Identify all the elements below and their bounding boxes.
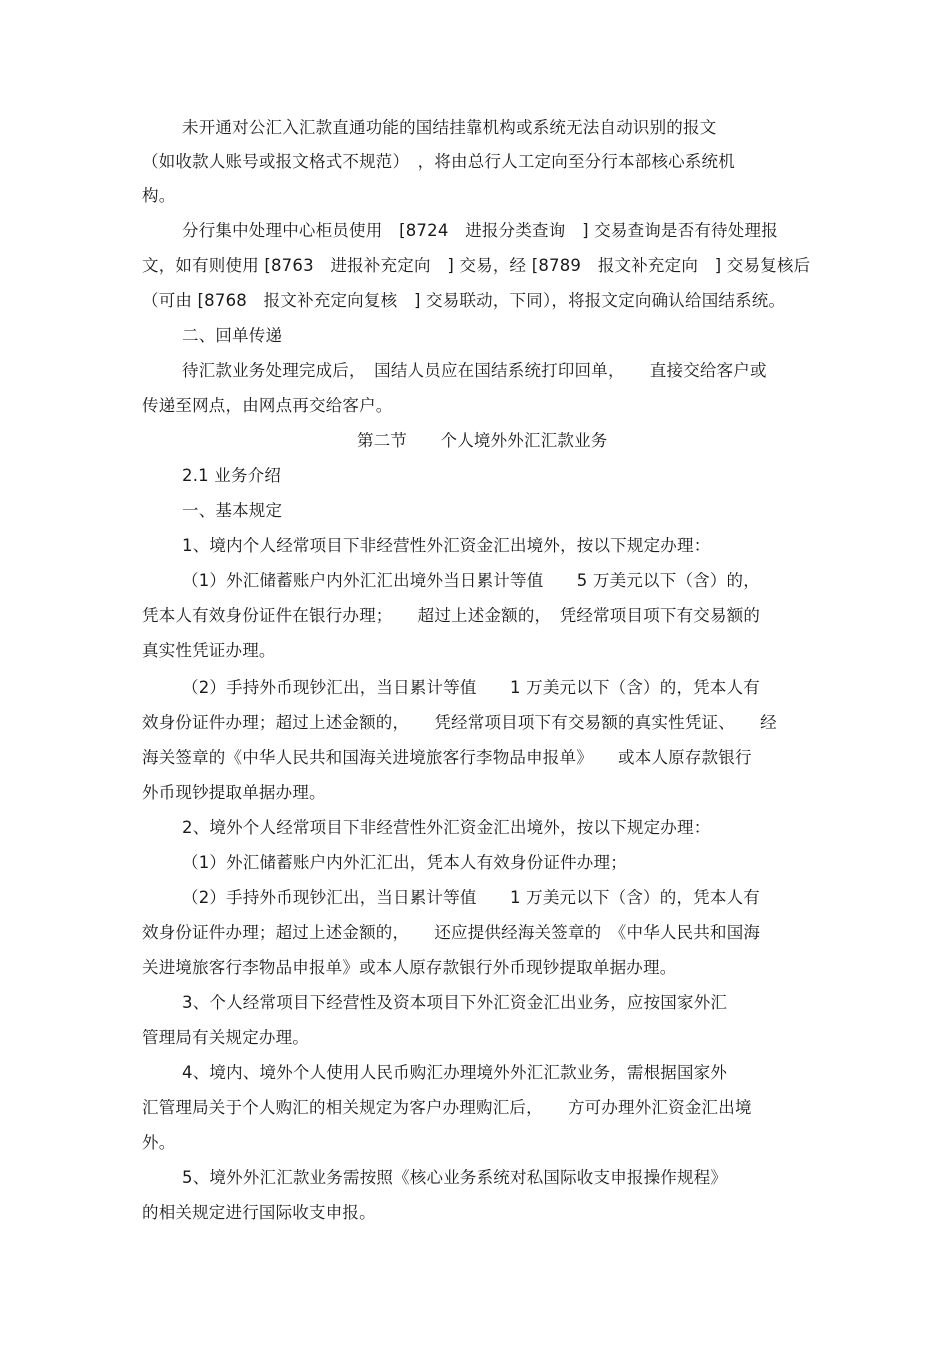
text-line: （1）外汇储蓄账户内外汇汇出，凭本人有效身份证件办理； — [182, 853, 627, 872]
text-line: 待汇款业务处理完成后， 国结人员应在国结系统打印回单， 直接交给客户或 — [182, 361, 767, 380]
text-line: 真实性凭证办理。 — [142, 641, 276, 660]
section-heading: 一、基本规定 — [182, 501, 283, 520]
text-line: （可由 [8768 报文补充定向复核 ] 交易联动，下同），将报文定向确认给国结系统。 — [142, 291, 786, 310]
text-line: （1）外汇储蓄账户内外汇汇出境外当日累计等值 5 万美元以下（含）的， — [182, 571, 760, 590]
text-line: 2、境外个人经常项目下非经营性外汇资金汇出境外，按以下规定办理： — [182, 818, 711, 837]
section-heading: 二、回单传递 — [182, 326, 283, 345]
text-line: 5、境外外汇汇款业务需按照《核心业务系统对私国际收支申报操作规程》 — [182, 1168, 728, 1187]
text-line: 1、境内个人经常项目下非经营性外汇资金汇出境外，按以下规定办理： — [182, 536, 711, 555]
section-heading: 2.1 业务介绍 — [182, 466, 282, 485]
chapter-title: 第二节 个人境外外汇汇款业务 — [357, 431, 608, 450]
text-line: 外。 — [142, 1133, 176, 1152]
text-line: （2）手持外币现钞汇出，当日累计等值 1 万美元以下（含）的，凭本人有 — [182, 888, 760, 907]
text-line: 3、个人经常项目下经营性及资本项目下外汇资金汇出业务，应按国家外汇 — [182, 993, 728, 1012]
text-line: 构。 — [142, 186, 176, 205]
text-line: 的相关规定进行国际收支申报。 — [142, 1203, 376, 1222]
text-line: 4、境内、境外个人使用人民币购汇办理境外外汇汇款业务，需根据国家外 — [182, 1063, 728, 1082]
text-line: 文，如有则使用 [8763 进报补充定向 ] 交易，经 [8789 报文补充定向 ] 交易复核后 — [142, 256, 811, 275]
text-line: 效身份证件办理；超过上述金额的， 还应提供经海关签章的 《中华人民共和国海 — [142, 923, 761, 942]
text-line: 汇管理局关于个人购汇的相关规定为客户办理购汇后， 方可办理外汇资金汇出境 — [142, 1098, 752, 1117]
text-line: 关进境旅客行李物品申报单》或本人原存款银行外币现钞提取单据办理。 — [142, 958, 677, 977]
text-line: （2）手持外币现钞汇出，当日累计等值 1 万美元以下（含）的，凭本人有 — [182, 678, 760, 697]
text-line: 分行集中处理中心柜员使用 [8724 进报分类查询 ] 交易查询是否有待处理报 — [182, 221, 778, 240]
text-line: 凭本人有效身份证件在银行办理； 超过上述金额的， 凭经常项目项下有交易额的 — [142, 606, 761, 625]
text-line: 外币现钞提取单据办理。 — [142, 783, 326, 802]
text-line: 效身份证件办理；超过上述金额的， 凭经常项目项下有交易额的真实性凭证、 经 — [142, 713, 777, 732]
text-line: （如收款人账号或报文格式不规范） ，将由总行人工定向至分行本部核心系统机 — [142, 152, 735, 171]
text-line: 管理局有关规定办理。 — [142, 1028, 309, 1047]
text-line: 海关签章的《中华人民共和国海关进境旅客行李物品申报单》 或本人原存款银行 — [142, 748, 752, 767]
text-line: 传递至网点，由网点再交给客户。 — [142, 396, 393, 415]
text-line: 未开通对公汇入汇款直通功能的国结挂靠机构或系统无法自动识别的报文 — [182, 118, 717, 137]
